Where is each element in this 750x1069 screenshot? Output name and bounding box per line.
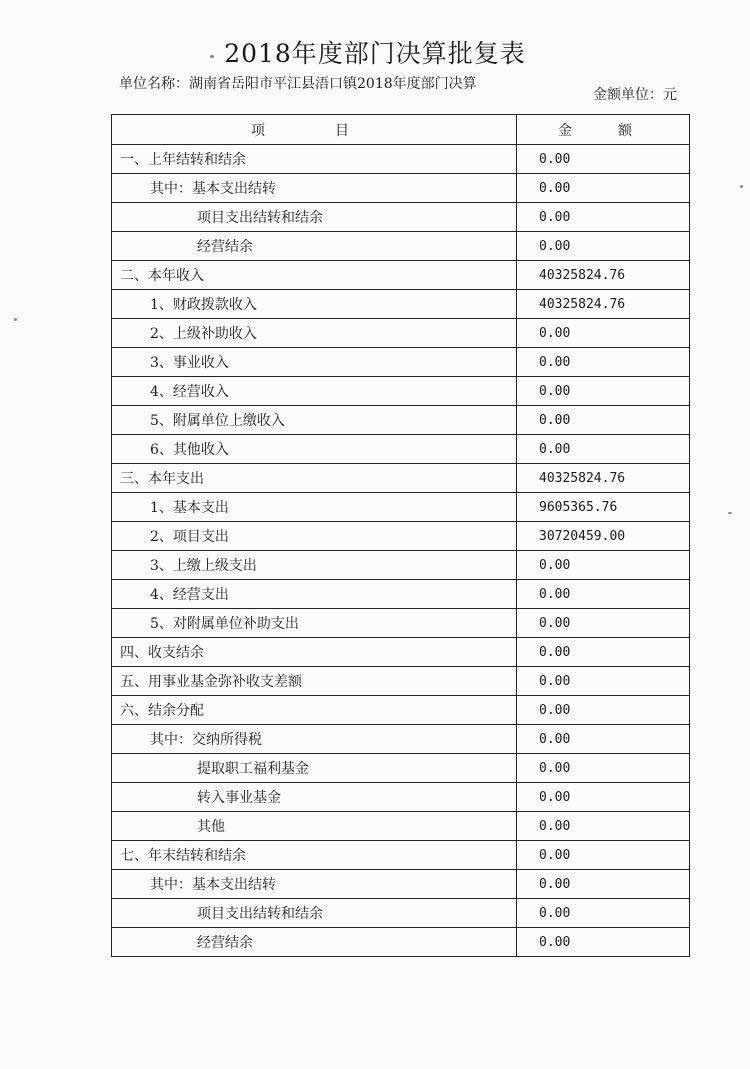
row-item-label: 项目支出结转和结余 [112, 203, 517, 232]
table-row [112, 377, 690, 406]
row-item-label: 其中：基本支出结转 [112, 870, 517, 899]
table-row [112, 870, 690, 899]
row-amount-value: 0.00 [517, 812, 690, 841]
row-item-label: 6、其他收入 [112, 435, 517, 464]
table-header-row [112, 115, 690, 145]
row-item-label: 其中：基本支出结转 [112, 174, 517, 203]
row-amount-value: 0.00 [517, 609, 690, 638]
row-amount-value: 0.00 [517, 580, 690, 609]
row-amount-value: 0.00 [517, 551, 690, 580]
row-item-label: 3、上缴上级支出 [112, 551, 517, 580]
row-item-label: 提取职工福利基金 [112, 754, 517, 783]
table-row [112, 348, 690, 377]
table-row [112, 725, 690, 754]
row-item-label: 4、经营支出 [112, 580, 517, 609]
row-item-label: 1、基本支出 [112, 493, 517, 522]
scan-speck [728, 512, 732, 514]
page-title: 2018年度部门决算批复表 [224, 39, 526, 68]
row-amount-value: 0.00 [517, 435, 690, 464]
row-item-label: 项目支出结转和结余 [112, 899, 517, 928]
table-row [112, 551, 690, 580]
row-item-label: 四、收支结余 [112, 638, 517, 667]
table-row [112, 435, 690, 464]
table-row [112, 319, 690, 348]
table-row [112, 203, 690, 232]
table-row [112, 696, 690, 725]
row-amount-value: 0.00 [517, 348, 690, 377]
row-amount-value: 0.00 [517, 406, 690, 435]
column-header-item: 项 目 [112, 115, 517, 145]
row-item-label: 5、附属单位上缴收入 [112, 406, 517, 435]
row-amount-value: 0.00 [517, 232, 690, 261]
row-amount-value: 0.00 [517, 638, 690, 667]
row-amount-value: 0.00 [517, 725, 690, 754]
table-row [112, 812, 690, 841]
row-item-label: 2、项目支出 [112, 522, 517, 551]
row-amount-value: 40325824.76 [517, 290, 690, 319]
row-amount-value: 0.00 [517, 377, 690, 406]
row-amount-value: 0.00 [517, 928, 690, 957]
row-item-label: 六、结余分配 [112, 696, 517, 725]
row-item-label: 转入事业基金 [112, 783, 517, 812]
row-amount-value: 9605365.76 [517, 493, 690, 522]
table-row [112, 754, 690, 783]
table-row [112, 174, 690, 203]
row-item-label: 一、上年结转和结余 [112, 145, 517, 174]
row-item-label: 4、经营收入 [112, 377, 517, 406]
table-row [112, 841, 690, 870]
row-item-label: 五、用事业基金弥补收支差额 [112, 667, 517, 696]
row-amount-value: 0.00 [517, 174, 690, 203]
table-row [112, 290, 690, 319]
row-item-label: 经营结余 [112, 928, 517, 957]
row-amount-value: 30720459.00 [517, 522, 690, 551]
row-item-label: 二、本年收入 [112, 261, 517, 290]
row-amount-value: 0.00 [517, 696, 690, 725]
row-item-label: 5、对附属单位补助支出 [112, 609, 517, 638]
row-item-label: 其他 [112, 812, 517, 841]
row-item-label: 三、本年支出 [112, 464, 517, 493]
table-row [112, 899, 690, 928]
table-row [112, 464, 690, 493]
row-amount-value: 0.00 [517, 203, 690, 232]
budget-table [111, 114, 690, 957]
scan-speck [14, 318, 17, 321]
row-amount-value: 40325824.76 [517, 261, 690, 290]
row-amount-value: 0.00 [517, 754, 690, 783]
row-item-label: 2、上级补助收入 [112, 319, 517, 348]
table-row [112, 783, 690, 812]
table-row [112, 609, 690, 638]
row-amount-value: 40325824.76 [517, 464, 690, 493]
scan-speck [740, 185, 743, 188]
table-row [112, 261, 690, 290]
table-row [112, 522, 690, 551]
amount-unit-label: 金额单位：元 [593, 87, 677, 103]
table-row [112, 580, 690, 609]
unit-name-label: 单位名称：湖南省岳阳市平江县浯口镇2018年度部门决算 [119, 76, 477, 92]
table-row [112, 493, 690, 522]
table-row [112, 232, 690, 261]
row-amount-value: 0.00 [517, 899, 690, 928]
table-row [112, 638, 690, 667]
scan-speck [210, 55, 214, 58]
table-row [112, 667, 690, 696]
row-amount-value: 0.00 [517, 319, 690, 348]
row-amount-value: 0.00 [517, 870, 690, 899]
table-row [112, 145, 690, 174]
row-item-label: 七、年末结转和结余 [112, 841, 517, 870]
table-row [112, 406, 690, 435]
row-item-label: 1、财政拨款收入 [112, 290, 517, 319]
table-row [112, 928, 690, 957]
row-item-label: 经营结余 [112, 232, 517, 261]
column-header-amount: 金 额 [517, 115, 690, 145]
row-item-label: 其中：交纳所得税 [112, 725, 517, 754]
row-amount-value: 0.00 [517, 841, 690, 870]
row-amount-value: 0.00 [517, 667, 690, 696]
row-item-label: 3、事业收入 [112, 348, 517, 377]
row-amount-value: 0.00 [517, 145, 690, 174]
row-amount-value: 0.00 [517, 783, 690, 812]
